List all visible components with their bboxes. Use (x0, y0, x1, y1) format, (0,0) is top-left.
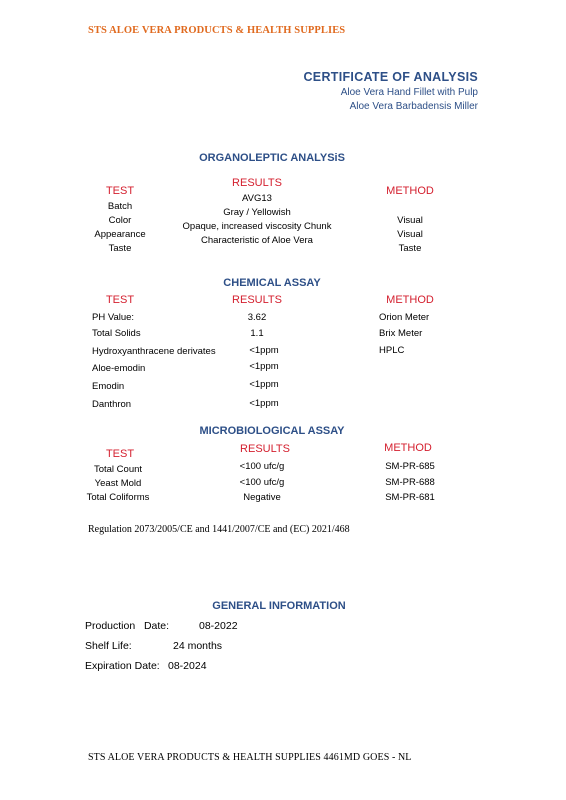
micro-result-yeast-mold: <100 ufc/g (239, 477, 285, 488)
chemical-test-emodin: Emodin (92, 381, 125, 392)
micro-test-total-count: Total Count (93, 464, 143, 475)
organoleptic-test-header: TEST (105, 185, 135, 197)
chemical-method-header: METHOD (386, 294, 434, 306)
expiration-date-label: Expiration Date: (85, 660, 160, 672)
chemical-result-danthron: <1ppm (249, 398, 279, 409)
organoleptic-test-color: Color (108, 215, 132, 226)
organoleptic-result-batch: AVG13 (242, 193, 272, 204)
microbiological-title: MICROBIOLOGICAL ASSAY (199, 425, 345, 437)
micro-result-coliforms: Negative (243, 492, 281, 503)
chemical-result-emodin: <1ppm (249, 379, 279, 390)
micro-test-header: TEST (105, 448, 135, 460)
shelf-life-label: Shelf Life: (85, 640, 132, 652)
organoleptic-results-header: RESULTS (232, 177, 282, 189)
micro-results-header: RESULTS (240, 443, 290, 455)
chemical-test-header: TEST (105, 294, 135, 306)
micro-method-header: METHOD (384, 442, 432, 454)
chemical-method-solids: Brix Meter (379, 328, 423, 339)
expiration-date-value: 08-2024 (168, 660, 207, 672)
regulation-note: Regulation 2073/2005/CE and 1441/2007/CE and (EC) 2021/468 (88, 524, 350, 535)
chemical-test-solids: Total Solids (92, 328, 141, 339)
organoleptic-result-appearance: Opaque, increased viscosity Chunk (182, 221, 332, 232)
organoleptic-test-appearance: Appearance (94, 229, 146, 240)
chemical-result-aloe-emodin: <1ppm (249, 361, 279, 372)
shelf-life-value: 24 months (173, 640, 223, 652)
chemical-test-danthron: Danthron (92, 399, 132, 410)
organoleptic-test-batch: Batch (107, 201, 133, 212)
chemical-result-ph: 3.62 (247, 312, 267, 323)
organoleptic-method-taste: Taste (398, 243, 422, 254)
certificate-title: CERTIFICATE OF ANALYSIS (303, 70, 478, 84)
chemical-title: CHEMICAL ASSAY (223, 277, 321, 289)
chemical-test-ph: PH Value: (92, 312, 135, 323)
micro-test-yeast-mold: Yeast Mold (94, 478, 142, 489)
organoleptic-result-taste: Characteristic of Aloe Vera (201, 235, 313, 246)
chemical-result-hydroxyanthracene: <1ppm (249, 345, 279, 356)
product-name: Aloe Vera Hand Fillet with Pulp (340, 87, 478, 98)
micro-result-total-count: <100 ufc/g (239, 461, 285, 472)
organoleptic-title: ORGANOLEPTIC ANALYSiS (199, 152, 345, 164)
chemical-test-hydroxyanthracene: Hydroxyanthracene derivates (92, 346, 216, 357)
micro-test-coliforms: Total Coliforms (86, 492, 150, 503)
organoleptic-method-color: Visual (397, 215, 423, 226)
micro-method-coliforms: SM-PR-681 (385, 492, 435, 503)
chemical-result-solids: 1.1 (250, 328, 264, 339)
chemical-method-hydroxyanthracene: HPLC (379, 345, 405, 356)
organoleptic-method-appearance: Visual (397, 229, 423, 240)
general-info-title: GENERAL INFORMATION (212, 600, 346, 612)
chemical-method-ph: Orion Meter (379, 312, 430, 323)
production-date-label: Production Date: (85, 620, 170, 632)
production-date-value: 08-2022 (199, 620, 238, 632)
chemical-test-aloe-emodin: Aloe-emodin (92, 363, 146, 374)
chemical-results-header: RESULTS (232, 294, 282, 306)
organoleptic-result-color: Gray / Yellowish (223, 207, 291, 218)
organoleptic-method-header: METHOD (386, 185, 434, 197)
footer-address: STS ALOE VERA PRODUCTS & HEALTH SUPPLIES 4461MD GOES - NL (88, 752, 412, 763)
organoleptic-test-taste: Taste (108, 243, 132, 254)
product-species: Aloe Vera Barbadensis Miller (349, 101, 478, 112)
micro-method-yeast-mold: SM-PR-688 (385, 477, 435, 488)
company-header: STS ALOE VERA PRODUCTS & HEALTH SUPPLIES (88, 25, 346, 36)
micro-method-total-count: SM-PR-685 (385, 461, 435, 472)
